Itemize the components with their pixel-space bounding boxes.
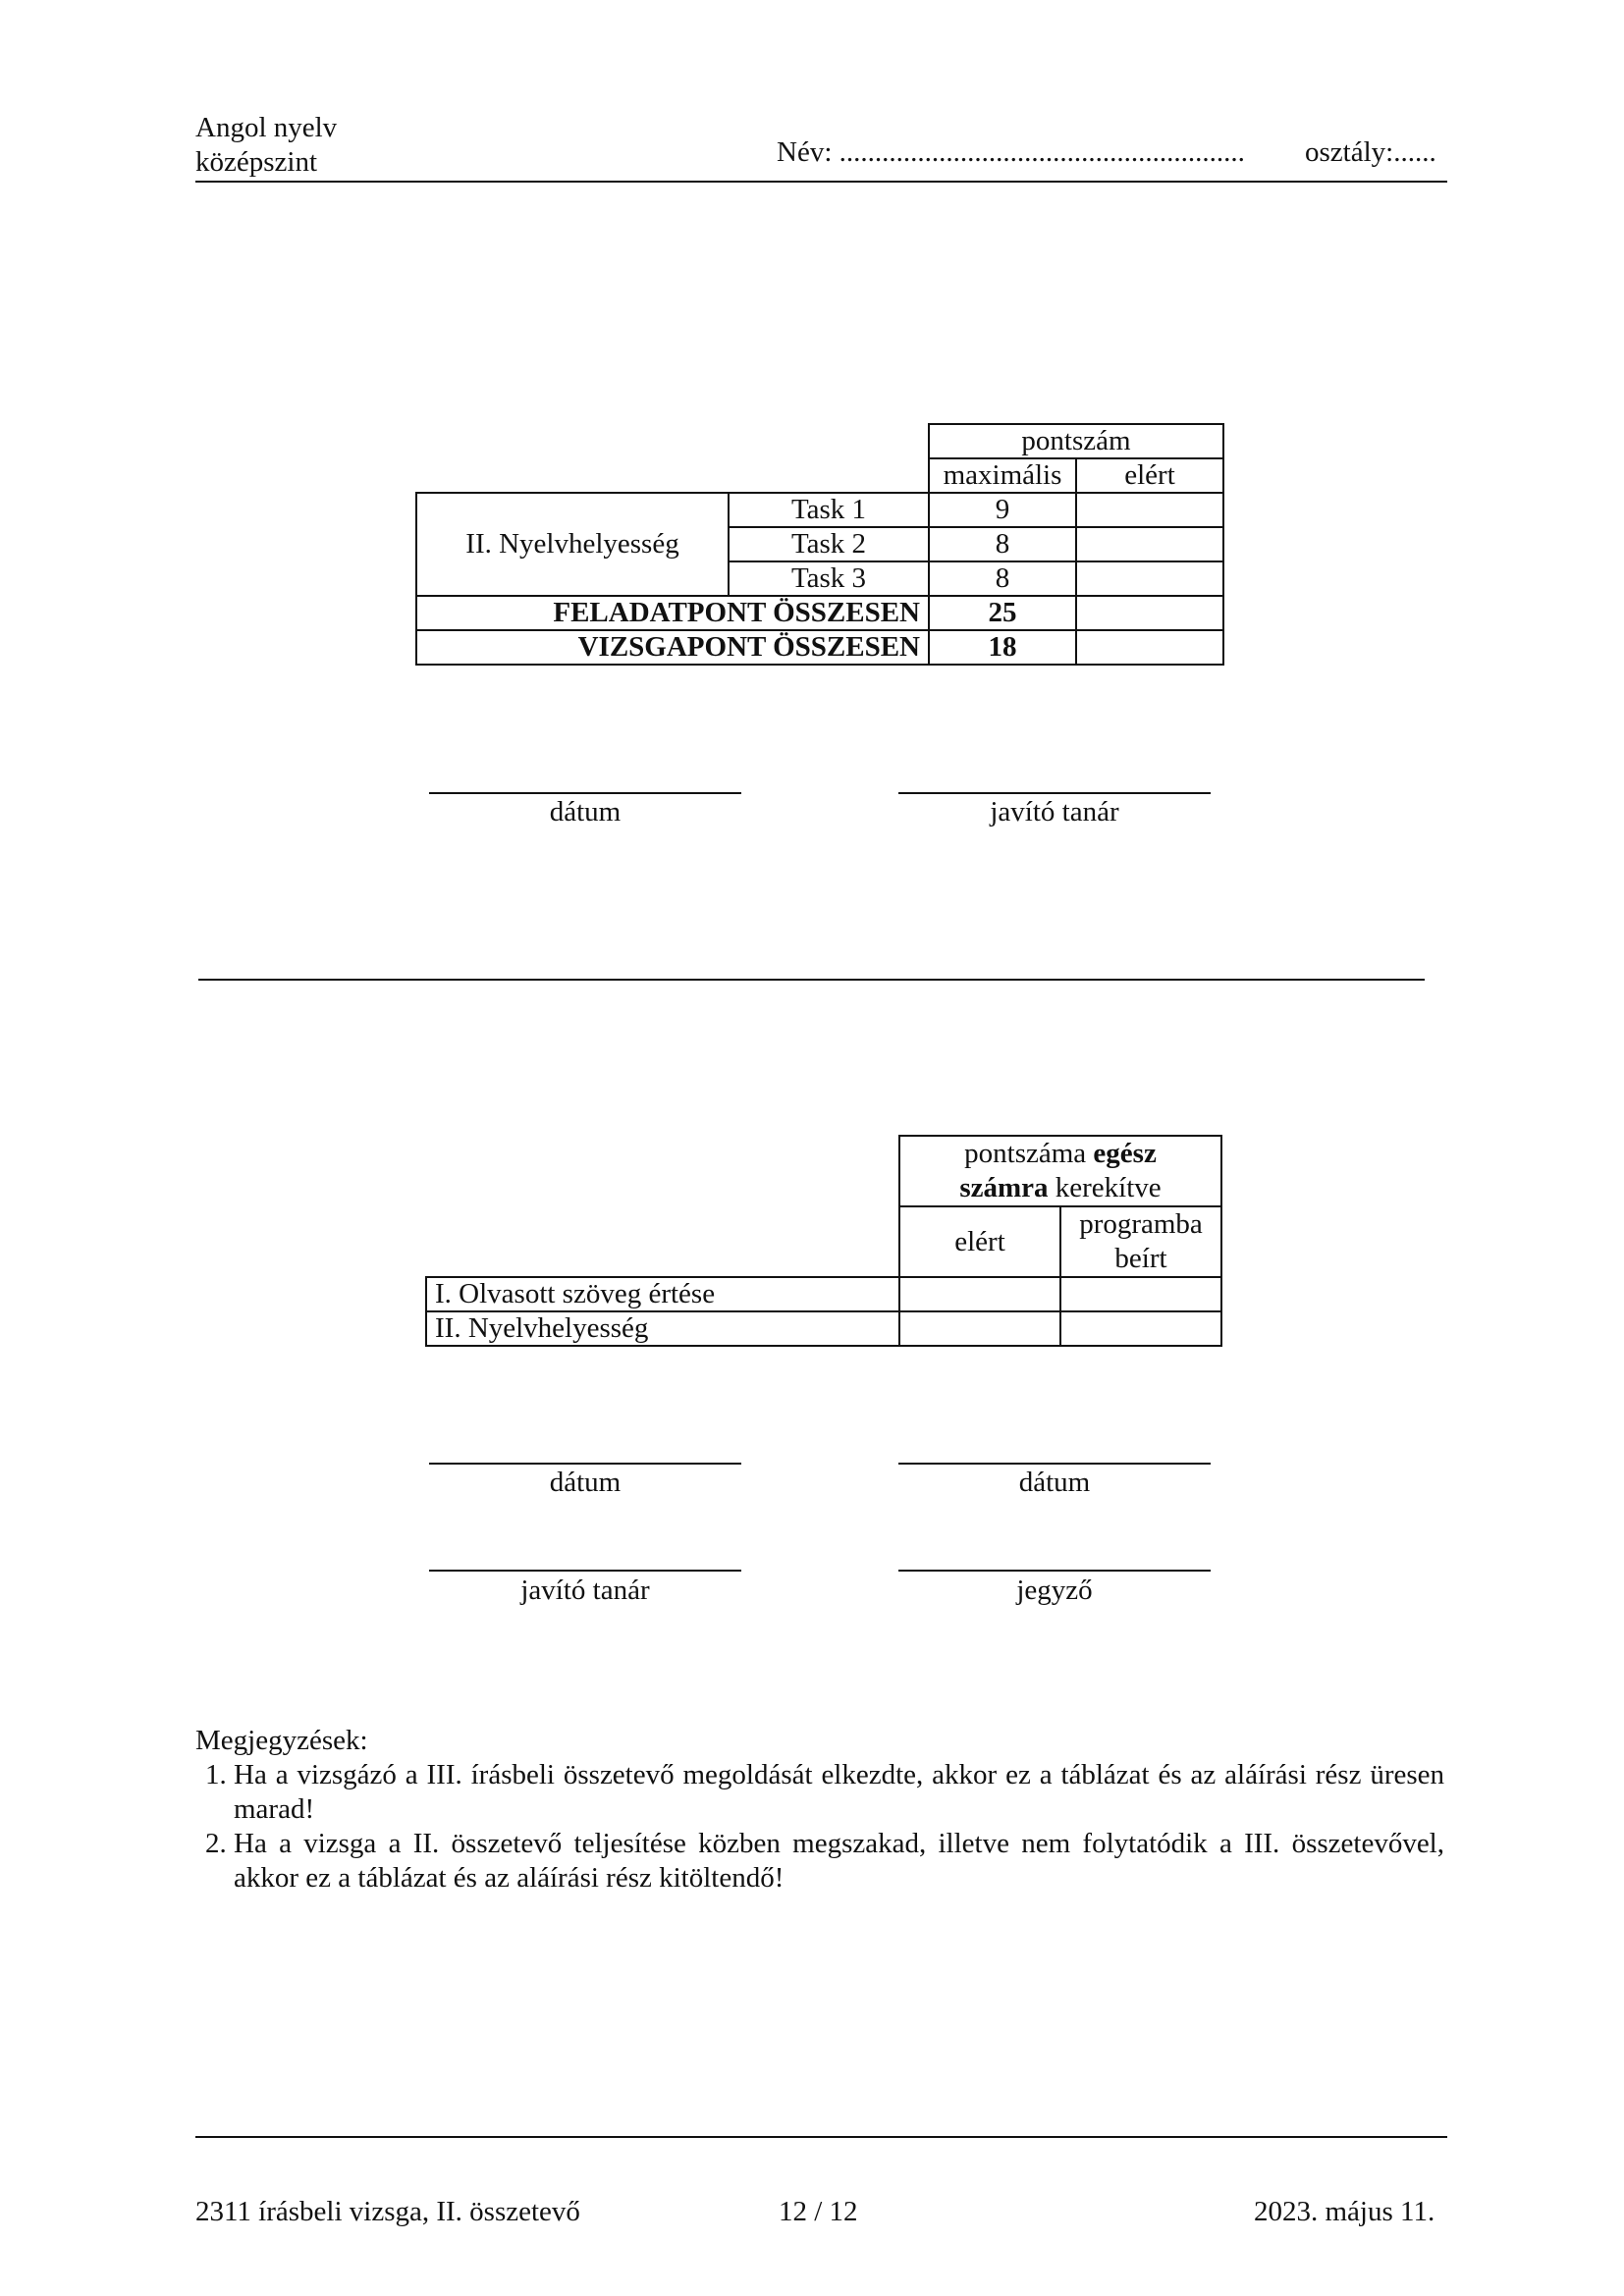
rounded-header-text-2: kerekítve (1048, 1172, 1162, 1203)
footer-exam-info: 2311 írásbeli vizsga, II. összetevő (195, 2196, 580, 2227)
footer-date: 2023. május 11. (1254, 2196, 1435, 2227)
teacher-label: javító tanár (520, 1575, 650, 1606)
exam-total-label: VIZSGAPONT ÖSSZESEN (416, 630, 929, 665)
date-signature-line[interactable] (429, 792, 741, 794)
header-rule (195, 181, 1447, 183)
date-signature-line[interactable] (429, 1463, 741, 1465)
header-achieved: elért (1076, 458, 1223, 493)
task-achieved-cell[interactable] (1076, 561, 1223, 596)
note-item: 2. Ha a vizsga a II. összetevő teljesítése közben megszakad, illetve nem folytatódik a III. összetevővel, akkor ez a táblázat és az aláírási rész kitöltendő! (234, 1827, 1444, 1896)
task-total-label: FELADATPONT ÖSSZESEN (416, 596, 929, 630)
score-table (415, 423, 1224, 666)
col-entered-line-1: programba (1079, 1208, 1203, 1240)
task-max: 8 (929, 561, 1076, 596)
task-max: 9 (929, 493, 1076, 527)
date-label: dátum (1018, 1467, 1091, 1498)
rounded-header-bold-1: egész (1093, 1138, 1157, 1169)
note-item: 1. Ha a vizsgázó a III. írásbeli összetevő megoldását elkezdte, akkor ez a táblázat és az aláírási rész üresen marad! (234, 1758, 1444, 1827)
task-achieved-cell[interactable] (1076, 493, 1223, 527)
col-entered-line-2: beírt (1114, 1243, 1167, 1274)
notary-label: jegyző (1016, 1575, 1093, 1606)
section-separator (198, 979, 1425, 981)
section-label: II. Nyelvhelyesség (416, 493, 729, 596)
rounded-header-bold-2: számra (959, 1172, 1049, 1203)
notary-signature-line[interactable] (898, 1570, 1211, 1572)
task-total-achieved-cell[interactable] (1076, 596, 1223, 630)
exam-total-value: 18 (929, 630, 1076, 665)
date-label: dátum (549, 1467, 622, 1498)
header-points: pontszám (929, 424, 1223, 458)
task-total-value: 25 (929, 596, 1076, 630)
row-entered-cell[interactable] (1060, 1311, 1221, 1346)
row-label: I. Olvasott szöveg értése (426, 1277, 899, 1311)
row-entered-cell[interactable] (1060, 1277, 1221, 1311)
header-level: középszint (195, 146, 318, 178)
teacher-label: javító tanár (990, 796, 1119, 828)
row-achieved-cell[interactable] (899, 1277, 1060, 1311)
task-label: Task 2 (729, 527, 929, 561)
class-field[interactable]: osztály:...... (1305, 136, 1436, 168)
notes (195, 1724, 1444, 1896)
rounded-score-table (425, 1135, 1222, 1347)
rounded-header-text-1: pontszáma (964, 1138, 1094, 1169)
col-achieved: elért (899, 1206, 1060, 1277)
notes-title: Megjegyzések: (195, 1725, 368, 1756)
footer-rule (195, 2136, 1447, 2138)
date-signature-line[interactable] (898, 1463, 1211, 1465)
col-entered (1060, 1206, 1221, 1277)
row-achieved-cell[interactable] (899, 1311, 1060, 1346)
date-label: dátum (549, 796, 622, 828)
task-label: Task 1 (729, 493, 929, 527)
header-subject: Angol nyelv (195, 112, 338, 143)
name-field[interactable]: Név: ......................................................... (777, 136, 1245, 168)
teacher-signature-line[interactable] (429, 1570, 741, 1572)
rounded-header (899, 1136, 1221, 1206)
row-label: II. Nyelvhelyesség (426, 1311, 899, 1346)
task-max: 8 (929, 527, 1076, 561)
task-label: Task 3 (729, 561, 929, 596)
footer-page-number: 12 / 12 (779, 2196, 858, 2227)
exam-total-achieved-cell[interactable] (1076, 630, 1223, 665)
teacher-signature-line[interactable] (898, 792, 1211, 794)
header-max: maximális (929, 458, 1076, 493)
task-achieved-cell[interactable] (1076, 527, 1223, 561)
